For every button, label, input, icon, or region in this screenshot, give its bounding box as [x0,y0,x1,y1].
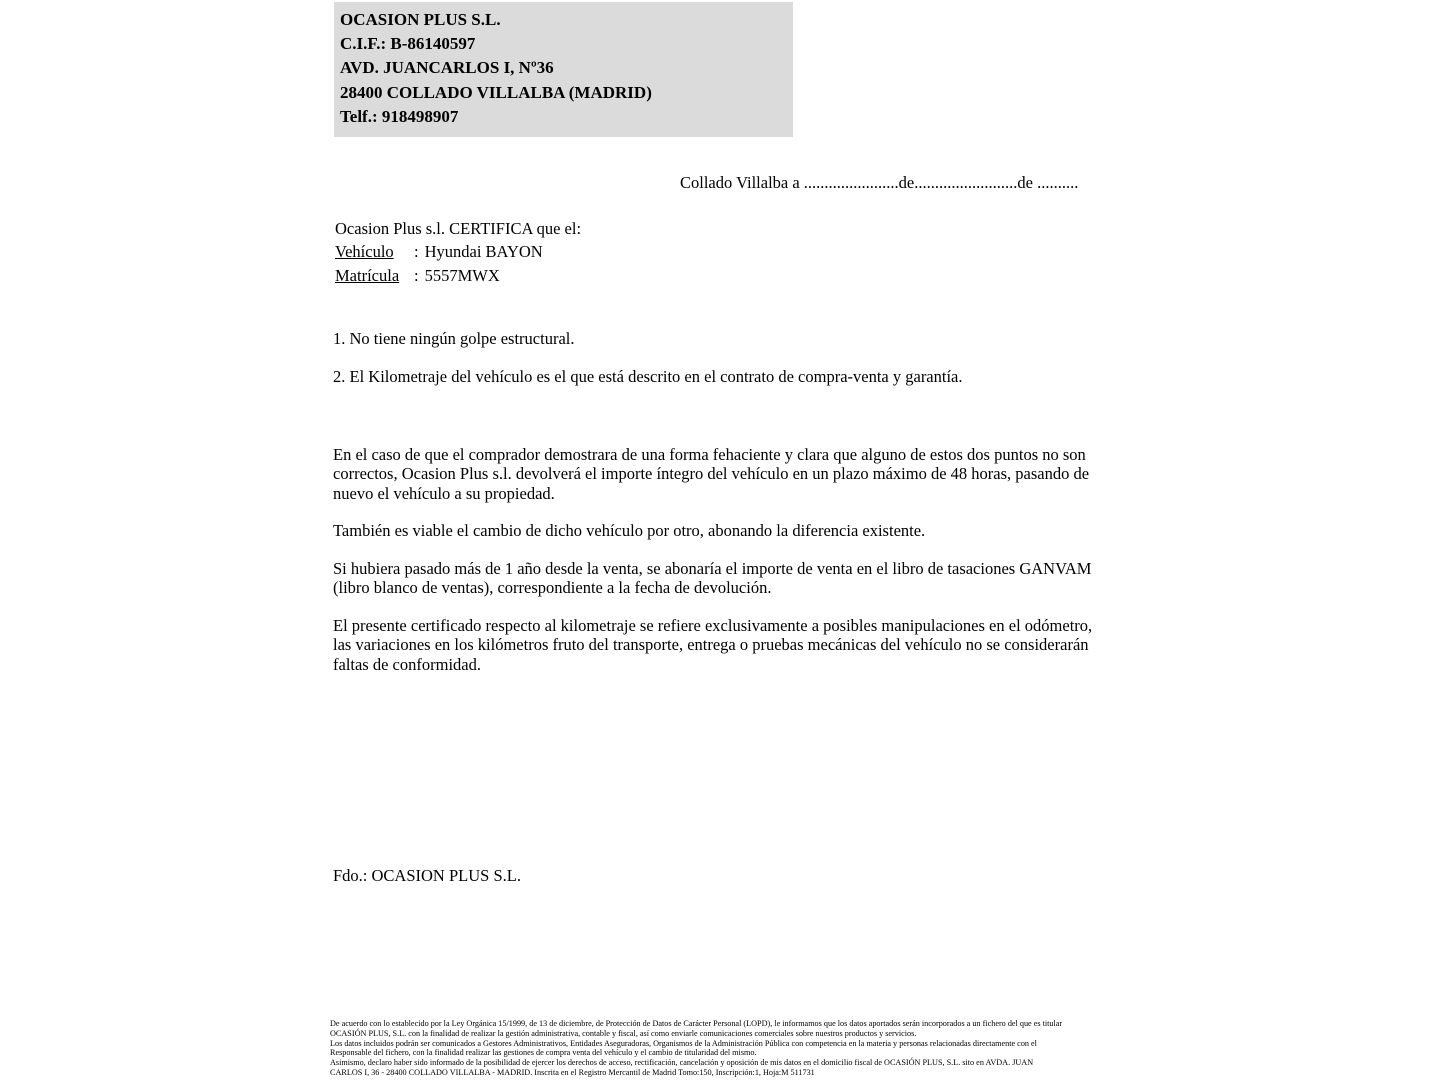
company-name: OCASION PLUS S.L. [340,10,501,29]
certification-block [335,217,1095,288]
plate-value: 5557MWX [424,265,500,285]
company-address: AVD. JUANCARLOS I, Nº36 [340,58,554,78]
footer-line-3: Los datos incluidos podrán ser comunicados a Gestores Administrativos, Entidades Aseguradoras, Organismos de la Administración Pública con competencia en la materia y personas relacionadas directamente con el [330,1038,1037,1048]
certified-points [333,329,1095,387]
legal-footer [330,1019,1110,1078]
paragraph-odometer: El presente certificado respecto al kilometraje se refiere exclusivamente a posibles manipulaciones en el odómetro, las variaciones en los kilómetros fruto del transporte, entrega o pruebas mecánicas del vehículo no se considerarán faltas de conformidad. [333,615,1093,674]
footer-line-2: OCASIÓN PLUS, S.L. con la finalidad de realizar la gestión administrativa, contable y fiscal, así como enviarle comunicaciones comerciales sobre nuestros productos y servicios. [330,1028,917,1038]
company-cif: C.I.F.: B-86140597 [340,34,476,54]
company-header [334,2,793,137]
company-phone: Telf.: 918498907 [340,106,459,126]
paragraph-exchange: También es viable el cambio de dicho vehículo por otro, abonando la diferencia existente. [333,521,926,540]
footer-line-6: CARLOS I, 36 - 28400 COLLADO VILLALBA - MADRID. Inscrita en el Registro Mercantil de Madrid Tomo:150, Inscripción:1, Hoja:M 511731 [330,1067,815,1077]
footer-line-5: Asimismo, declaro haber sido informado de la posibilidad de ejercer los derechos de acceso, rectificación, cancelación y oposición de mis datos en el domicilio fiscal de OCASIÓN PLUS, S.L. sito en AVDA. JUAN [330,1058,1034,1068]
vehicle-separator: : [414,242,419,261]
company-city: 28400 COLLADO VILLALBA (MADRID) [340,82,652,102]
vehicle-value: Hyundai BAYON [424,242,543,261]
footer-line-1: De acuerdo con lo establecido por la Ley Orgánica 15/1999, de 13 de diciembre, de Protección de Datos de Carácter Personal (LOPD), le informamos que los datos aportados serán incorporados a un fichero del que es titular [330,1019,1063,1028]
terms-paragraphs [333,445,1095,675]
paragraph-ganvam: Si hubiera pasado más de 1 año desde la venta, se abonaría el importe de venta en el libro de tasaciones GANVAM (libro blanco de ventas), correspondiente a la fecha de devolución. [333,558,1092,597]
paragraph-refund: En el caso de que el comprador demostrara de una forma fehaciente y clara que alguno de estos dos puntos no son correctos, Ocasion Plus s.l. devolverá el importe íntegro del vehículo en un plazo máximo de 48 horas, pasando de nuevo el vehículo a su propiedad. [333,444,1090,503]
plate-field [335,264,1095,288]
point-1: 1. No tiene ningún golpe estructural. [333,329,575,348]
point-2: 2. El Kilometraje del vehículo es el que está descrito en el contrato de compra-venta y garantía. [333,367,963,386]
plate-separator: : [414,265,419,285]
vehicle-label: Vehículo [335,242,394,261]
certification-intro: Ocasion Plus s.l. CERTIFICA que el: [335,218,582,238]
date-line: Collado Villalba a .......................de.........................de .......... [680,173,1079,192]
vehicle-field [335,240,1095,264]
footer-line-4: Responsable del fichero, con la finalidad realizar las gestiones de compra venta del vehículo y el cambio de titularidad del mismo. [330,1048,757,1058]
plate-label: Matrícula [335,265,400,285]
signature-line: Fdo.: OCASION PLUS S.L. [333,866,521,885]
document-body [333,125,1095,886]
